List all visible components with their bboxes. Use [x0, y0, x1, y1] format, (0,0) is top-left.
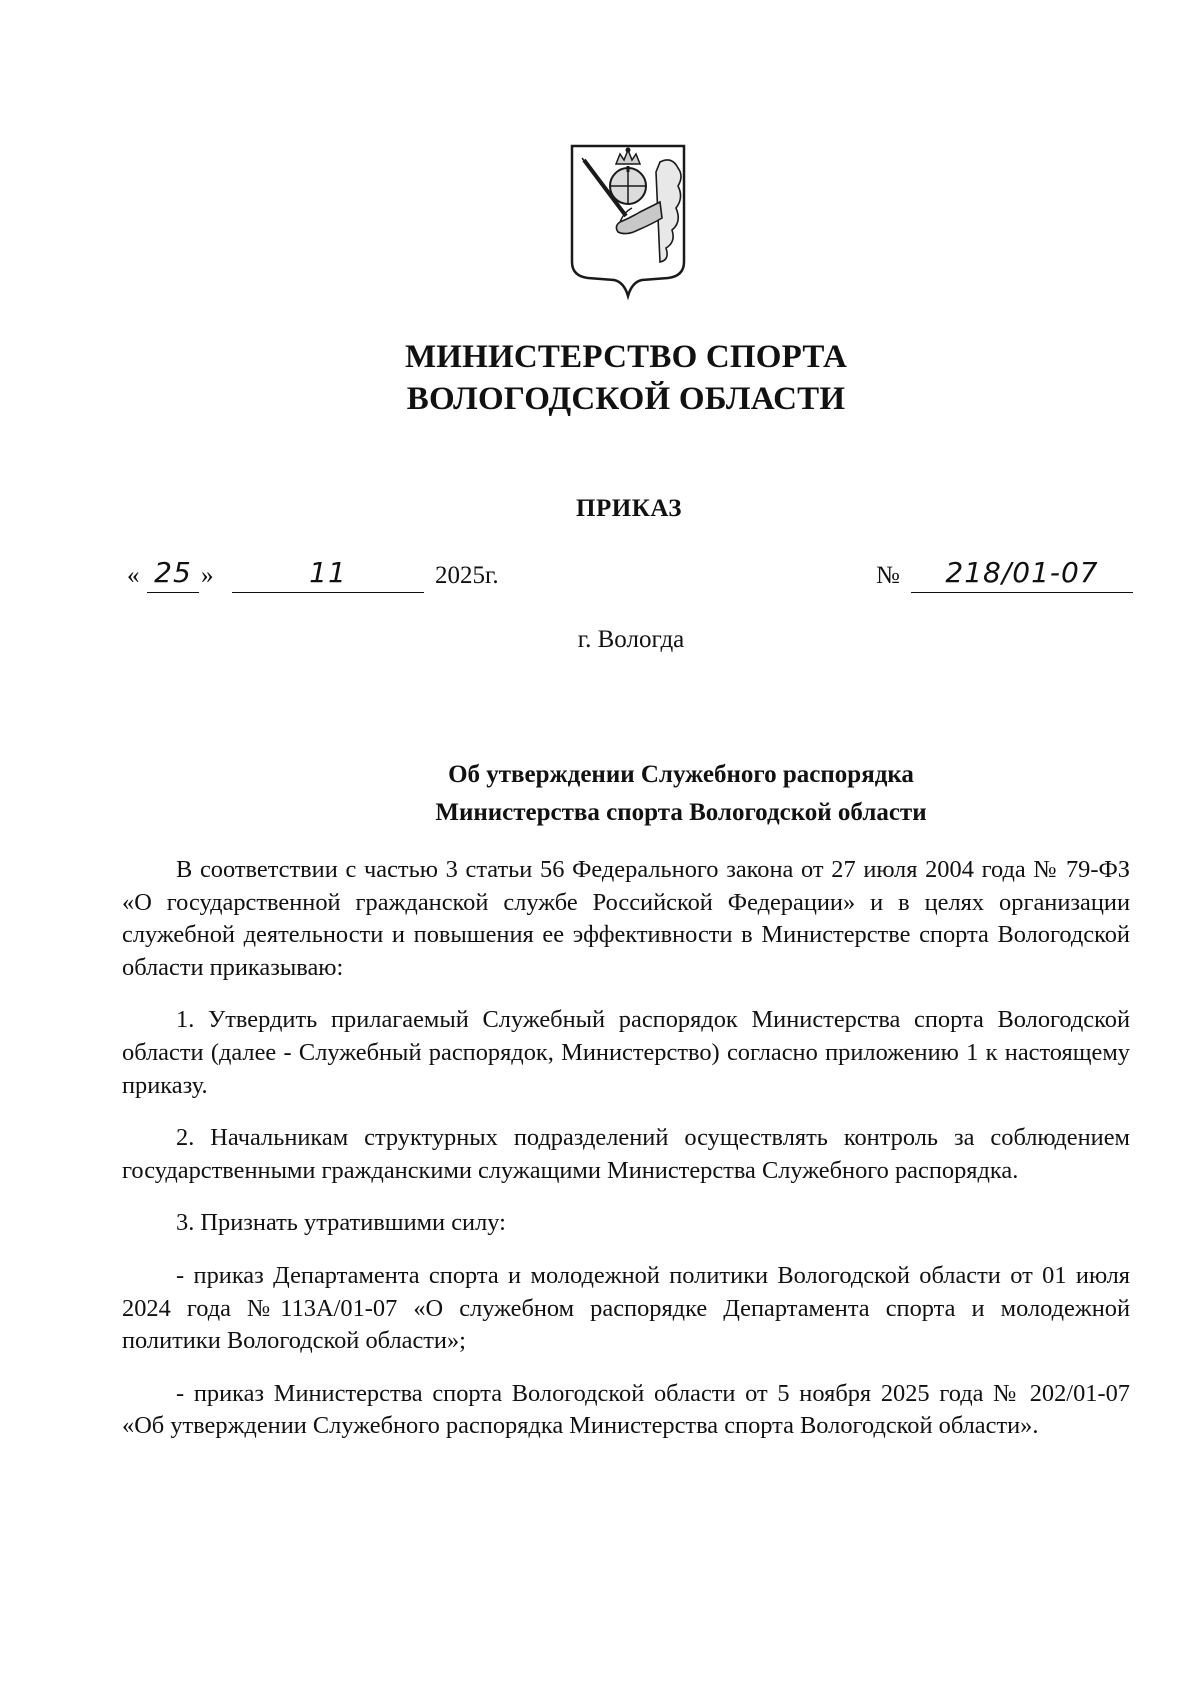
- clause-2-paragraph: 2. Начальникам структурных подразделений осуществлять контроль за соблюдением государственными гражданскими служащими Министерства Служебного распорядка.: [122, 1124, 1130, 1184]
- repealed-order-2-paragraph: - приказ Министерства спорта Вологодской области от 5 ноября 2025 года № 202/01-07 «Об утверждении Служебного распорядка Министерства спорта Вологодской области».: [122, 1379, 1130, 1440]
- order-number-prefix: №: [876, 562, 900, 589]
- organization-title-line1: МИНИСТЕРСТВО СПОРТА: [404, 339, 848, 375]
- date-quote-open: «: [127, 562, 140, 589]
- repealed-order-1-paragraph: - приказ Департамента спорта и молодежной политики Вологодской области от 01 июля 2024 года №113А/01-07 «О служебном распорядке Департамента спорта и молодежной политики Вологодской области»;: [122, 1261, 1130, 1355]
- preamble-paragraph: В соответствии с частью 3 статьи 56 Федерального закона от 27 июля 2004 года № 79-ФЗ «О государственной гражданской службе Российской Федерации» и в целях организации служебной деятельности и повышения ее эффективности в Министерстве спорта Вологодской области приказываю:: [122, 856, 1130, 981]
- date-month: 11: [232, 556, 424, 593]
- date-day: 25: [147, 556, 199, 593]
- organization-title-line2: ВОЛОГОДСКОЙ ОБЛАСТИ: [406, 381, 846, 417]
- organization-title: [0, 336, 1200, 420]
- city: г. Вологда: [577, 626, 685, 653]
- document-type: ПРИКАЗ: [576, 495, 682, 522]
- order-body: [122, 854, 1130, 1463]
- date-year: 2025г.: [435, 562, 499, 589]
- order-subject-line2: Министерства спорта Вологодской области: [435, 799, 927, 826]
- clause-1-paragraph: 1. Утвердить прилагаемый Служебный распорядок Министерства спорта Вологодской области (далее - Служебный распорядок, Министерство) согласно приложению 1 к настоящему приказу.: [122, 1006, 1130, 1099]
- coat-of-arms-icon: [568, 142, 688, 300]
- date-number-line: [127, 556, 1133, 600]
- date-quote-close: »: [201, 562, 214, 589]
- order-subject: [380, 756, 982, 832]
- order-subject-line1: Об утверждении Служебного распорядка: [448, 761, 914, 788]
- clause-3-paragraph: 3. Признать утратившими силу:: [176, 1209, 506, 1237]
- order-number: 218/01-07: [911, 556, 1133, 593]
